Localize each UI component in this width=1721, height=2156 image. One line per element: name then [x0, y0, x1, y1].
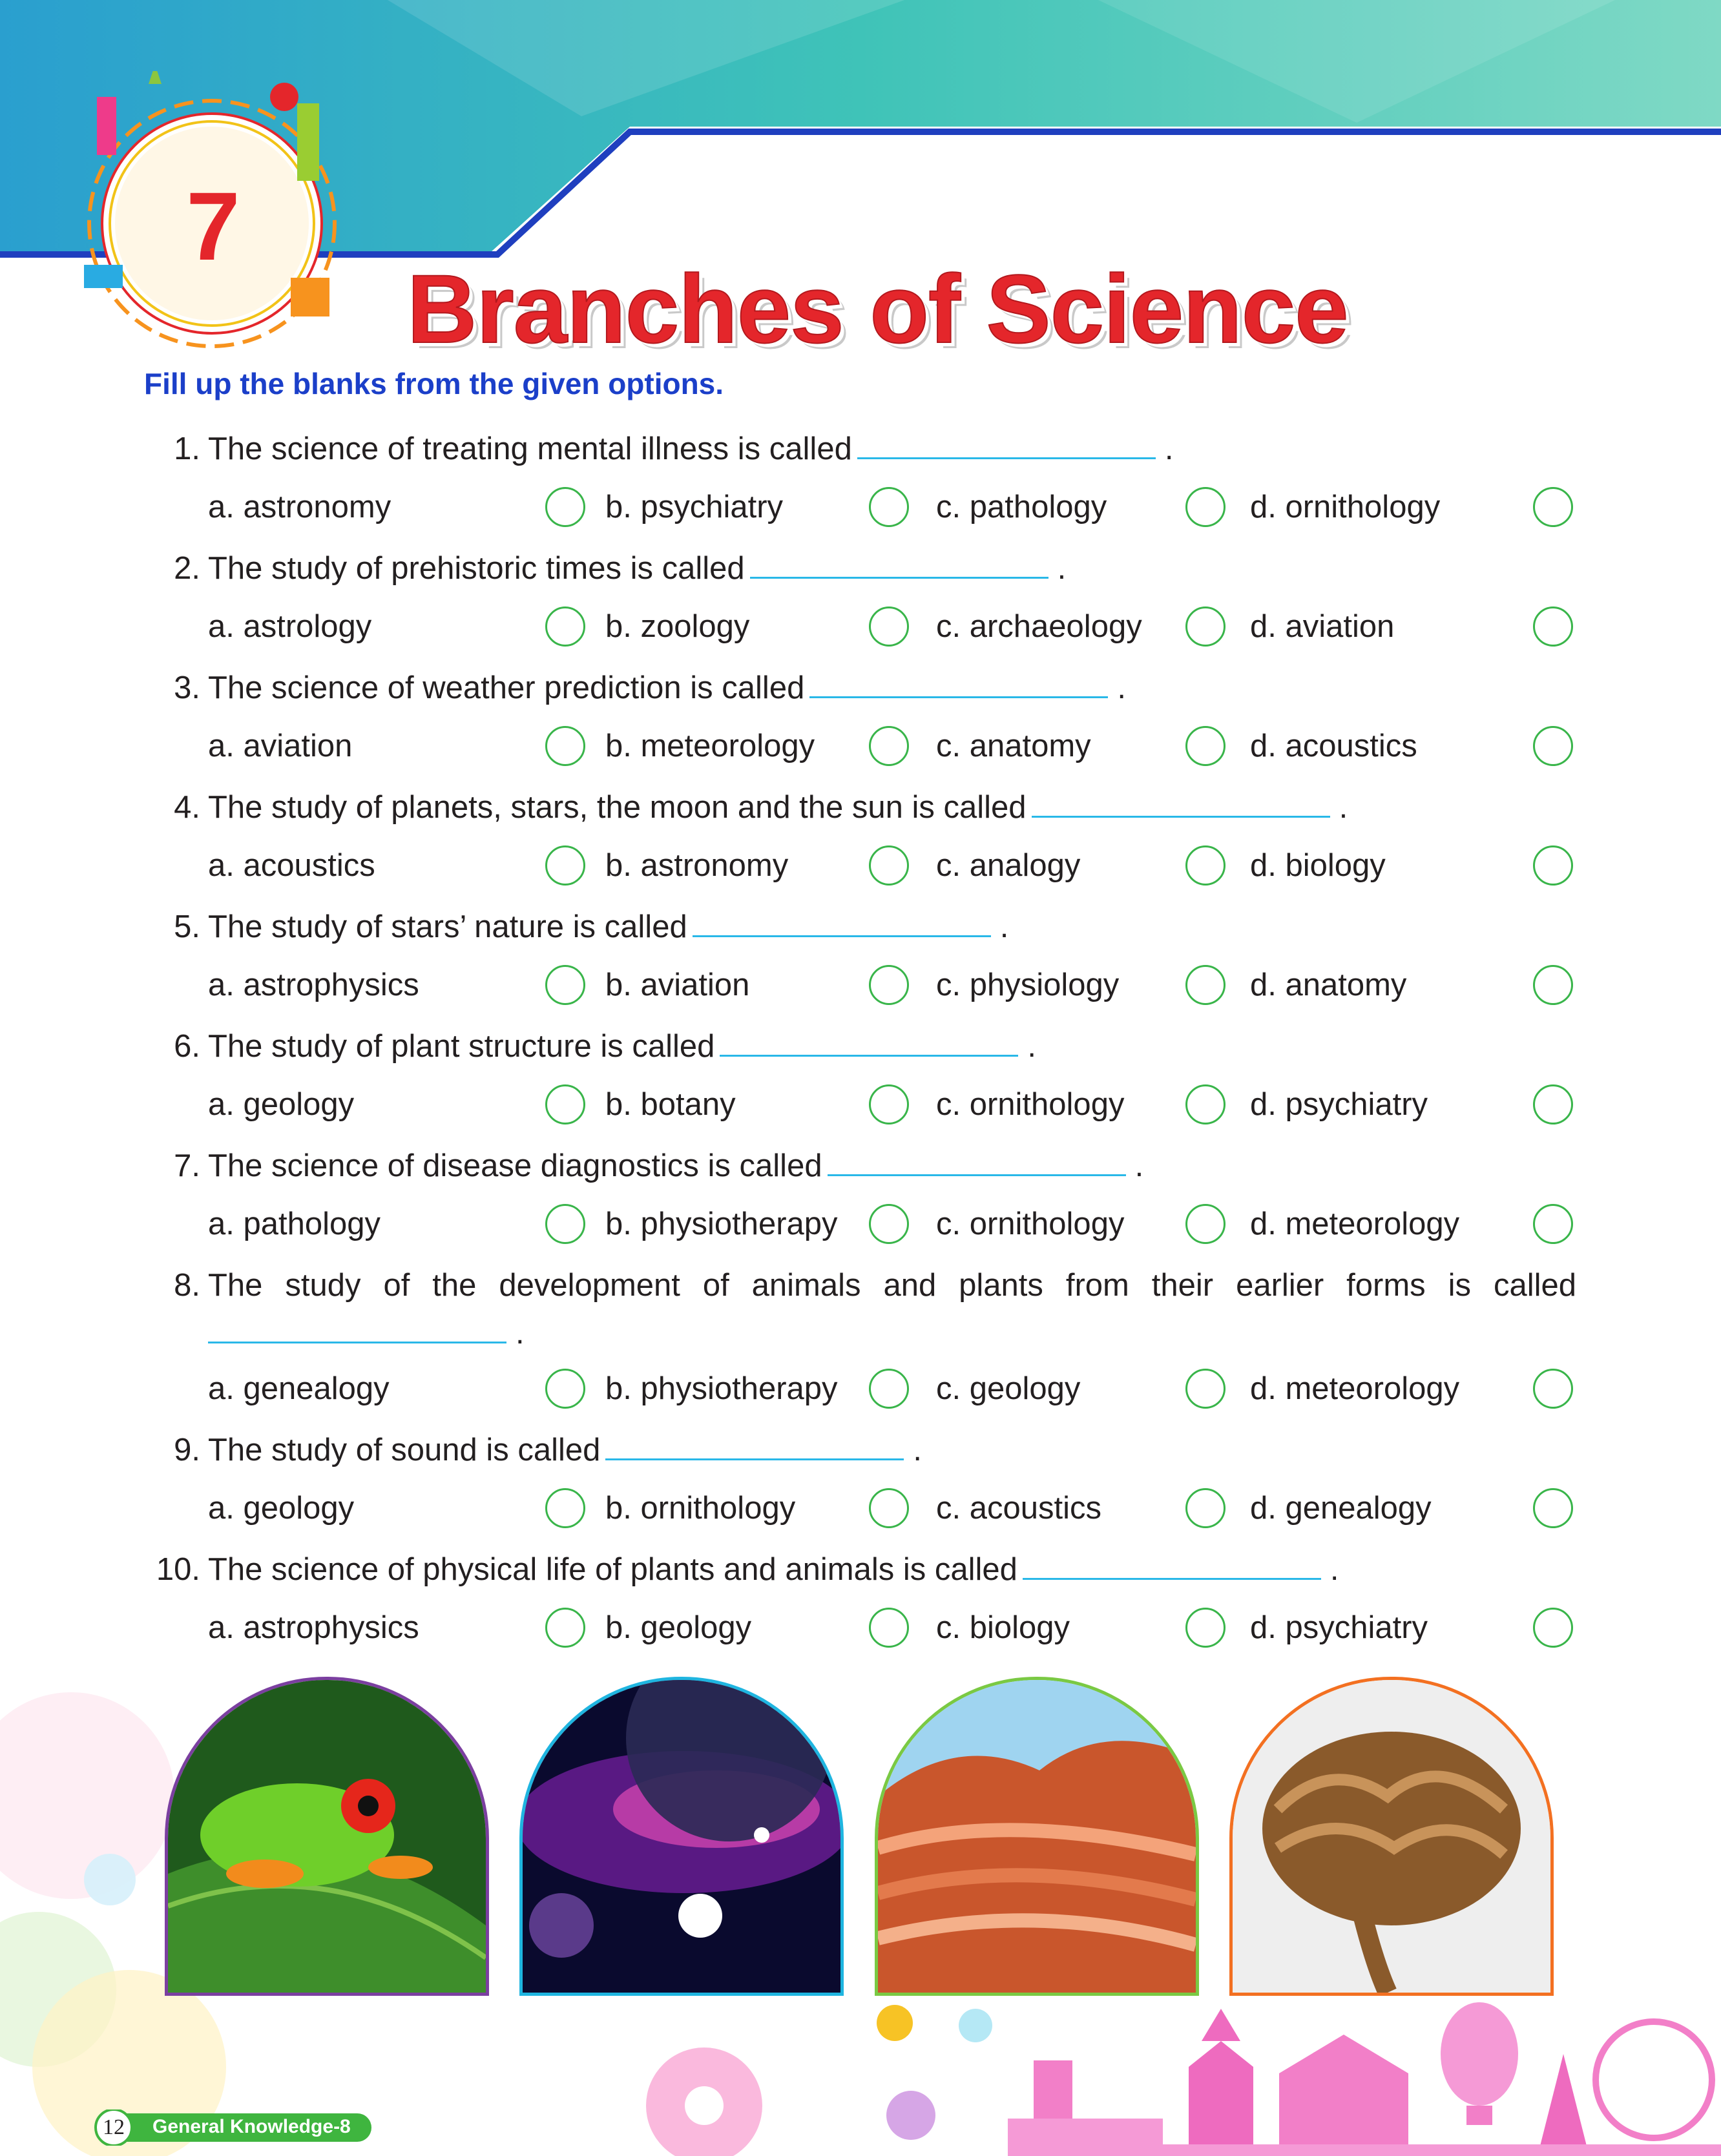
- period: .: [1339, 790, 1348, 825]
- option-c-radio[interactable]: [1185, 1369, 1226, 1409]
- option-a: a. astronomy: [208, 490, 391, 524]
- question-text: [208, 670, 1126, 706]
- option-b: b. meteorology: [605, 729, 815, 763]
- answer-blank[interactable]: [1032, 790, 1330, 818]
- answer-blank[interactable]: [693, 909, 991, 937]
- option-d-radio[interactable]: [1533, 487, 1573, 527]
- option-a: a. genealogy: [208, 1371, 390, 1406]
- period: .: [913, 1433, 923, 1467]
- question-number: 8.: [174, 1268, 200, 1303]
- question-text: [208, 1432, 922, 1468]
- option-b: b. physiotherapy: [605, 1207, 838, 1241]
- question-text: [208, 550, 1066, 586]
- option-d: d. psychiatry: [1250, 1610, 1428, 1645]
- option-c-radio[interactable]: [1185, 726, 1226, 766]
- period: .: [1134, 1148, 1144, 1183]
- option-b-radio[interactable]: [869, 606, 909, 647]
- option-d: d. meteorology: [1250, 1371, 1460, 1406]
- rope-brain-photo: [1229, 1677, 1554, 1996]
- question-blank-line: [203, 1315, 525, 1351]
- question-number: 1.: [174, 431, 200, 466]
- option-b: b. aviation: [605, 968, 750, 1002]
- option-d-radio[interactable]: [1533, 1608, 1573, 1648]
- answer-blank[interactable]: [1023, 1552, 1321, 1580]
- instruction-text: Fill up the blanks from the given options.: [144, 367, 724, 400]
- landmarks-silhouette: [1008, 1970, 1721, 2156]
- option-b: b. zoology: [605, 609, 750, 644]
- option-d: d. psychiatry: [1250, 1087, 1428, 1122]
- option-a-radio[interactable]: [545, 487, 585, 527]
- question-number: 2.: [174, 551, 200, 586]
- option-b-radio[interactable]: [869, 487, 909, 527]
- option-a: a. geology: [208, 1491, 355, 1526]
- period: .: [1027, 1029, 1037, 1064]
- sandstone-rock-photo: [875, 1677, 1199, 1996]
- option-c-radio[interactable]: [1185, 1608, 1226, 1648]
- option-a-radio[interactable]: [545, 1488, 585, 1528]
- option-b-radio[interactable]: [869, 845, 909, 886]
- question-text-content: The study of plant structure is called: [208, 1029, 715, 1064]
- answer-blank[interactable]: [208, 1316, 506, 1343]
- option-d-radio[interactable]: [1533, 726, 1573, 766]
- answer-blank[interactable]: [750, 551, 1048, 579]
- question-text-content: The science of weather prediction is called: [208, 670, 805, 705]
- question-text-content: The study of sound is called: [208, 1433, 601, 1467]
- option-b: b. geology: [605, 1610, 752, 1645]
- option-b: b. astronomy: [605, 848, 789, 883]
- option-a-radio[interactable]: [545, 606, 585, 647]
- question-text: [208, 909, 1008, 945]
- question-number: 4.: [174, 790, 200, 825]
- option-c: c. geology: [936, 1371, 1081, 1406]
- question-number: 6.: [174, 1029, 200, 1064]
- option-d: d. ornithology: [1250, 490, 1441, 524]
- option-b: b. botany: [605, 1087, 736, 1122]
- option-d-radio[interactable]: [1533, 1369, 1573, 1409]
- option-c: c. archaeology: [936, 609, 1142, 644]
- question-text-content: The study of prehistoric times is called: [208, 551, 745, 586]
- answer-blank[interactable]: [809, 670, 1108, 698]
- option-d-radio[interactable]: [1533, 1488, 1573, 1528]
- question-text: [208, 1551, 1339, 1588]
- option-b-radio[interactable]: [869, 1608, 909, 1648]
- option-c: c. biology: [936, 1610, 1070, 1645]
- option-b: b. physiotherapy: [605, 1371, 838, 1406]
- question-text: The study of the development of animals and plants from their earlier forms is called: [208, 1268, 1576, 1303]
- question-number: 3.: [174, 670, 200, 705]
- answer-blank[interactable]: [720, 1029, 1018, 1057]
- option-d-radio[interactable]: [1533, 1084, 1573, 1125]
- option-d-radio[interactable]: [1533, 845, 1573, 886]
- option-b-radio[interactable]: [869, 726, 909, 766]
- question-text-content: The science of physical life of plants and animals is called: [208, 1552, 1017, 1587]
- question-text-content: The science of disease diagnostics is called: [208, 1148, 822, 1183]
- option-d: d. biology: [1250, 848, 1386, 883]
- question-text: [208, 789, 1348, 825]
- chapter-number: 7: [186, 171, 240, 280]
- period: .: [999, 909, 1009, 944]
- option-c-radio[interactable]: [1185, 1488, 1226, 1528]
- option-c: c. anatomy: [936, 729, 1091, 763]
- option-a: a. astrology: [208, 609, 372, 644]
- question-number: 9.: [174, 1433, 200, 1467]
- option-c: c. ornithology: [936, 1207, 1125, 1241]
- question-text-content: The study of stars’ nature is called: [208, 909, 687, 944]
- option-b: b. psychiatry: [605, 490, 784, 524]
- book-title: General Knowledge-8: [152, 2116, 351, 2137]
- option-d: d. acoustics: [1250, 729, 1417, 763]
- period: .: [516, 1316, 525, 1351]
- option-d: d. meteorology: [1250, 1207, 1460, 1241]
- answer-blank[interactable]: [828, 1148, 1126, 1176]
- option-a: a. pathology: [208, 1207, 381, 1241]
- question-number: 5.: [174, 909, 200, 944]
- option-c-radio[interactable]: [1185, 845, 1226, 886]
- period: .: [1330, 1552, 1339, 1587]
- question-number: 10.: [156, 1552, 200, 1587]
- answer-blank[interactable]: [605, 1433, 904, 1460]
- option-c-radio[interactable]: [1185, 965, 1226, 1005]
- option-d-radio[interactable]: [1533, 606, 1573, 647]
- option-a-radio[interactable]: [545, 1084, 585, 1125]
- space-nebula-photo: [519, 1677, 844, 1996]
- option-b: b. ornithology: [605, 1491, 796, 1526]
- option-a: a. aviation: [208, 729, 353, 763]
- option-b-radio[interactable]: [869, 965, 909, 1005]
- option-b-radio[interactable]: [869, 1488, 909, 1528]
- option-c: c. pathology: [936, 490, 1107, 524]
- option-d: d. anatomy: [1250, 968, 1407, 1002]
- answer-blank[interactable]: [857, 431, 1156, 459]
- option-d: d. aviation: [1250, 609, 1395, 644]
- period: .: [1057, 551, 1067, 586]
- option-a-radio[interactable]: [545, 726, 585, 766]
- period: .: [1164, 431, 1174, 466]
- page-title: Branches of Science: [407, 254, 1348, 363]
- page-number: 12: [103, 2115, 125, 2139]
- question-text-content: The science of treating mental illness is called: [208, 431, 852, 466]
- option-d-radio[interactable]: [1533, 1204, 1573, 1244]
- question-text: [208, 1148, 1143, 1184]
- option-b-radio[interactable]: [869, 1204, 909, 1244]
- option-c-radio[interactable]: [1185, 1084, 1226, 1125]
- option-a-radio[interactable]: [545, 1204, 585, 1244]
- option-c-radio[interactable]: [1185, 487, 1226, 527]
- option-c: c. ornithology: [936, 1087, 1125, 1122]
- period: .: [1117, 670, 1126, 705]
- option-c-radio[interactable]: [1185, 1204, 1226, 1244]
- question-text: [208, 1028, 1036, 1064]
- option-c: c. physiology: [936, 968, 1120, 1002]
- frog-photo: [165, 1677, 489, 1996]
- option-c: c. analogy: [936, 848, 1081, 883]
- option-d: d. genealogy: [1250, 1491, 1432, 1526]
- option-a-radio[interactable]: [545, 965, 585, 1005]
- option-a-radio[interactable]: [545, 845, 585, 886]
- option-a: a. astrophysics: [208, 968, 419, 1002]
- option-c: c. acoustics: [936, 1491, 1101, 1526]
- option-a-radio[interactable]: [545, 1369, 585, 1409]
- option-a: a. astrophysics: [208, 1610, 419, 1645]
- option-b-radio[interactable]: [869, 1084, 909, 1125]
- option-c-radio[interactable]: [1185, 606, 1226, 647]
- option-a: a. geology: [208, 1087, 355, 1122]
- option-a: a. acoustics: [208, 848, 375, 883]
- option-b-radio[interactable]: [869, 1369, 909, 1409]
- question-text: [208, 431, 1173, 467]
- question-text-content: The study of planets, stars, the moon and the sun is called: [208, 790, 1027, 825]
- option-d-radio[interactable]: [1533, 965, 1573, 1005]
- option-a-radio[interactable]: [545, 1608, 585, 1648]
- question-number: 7.: [174, 1148, 200, 1183]
